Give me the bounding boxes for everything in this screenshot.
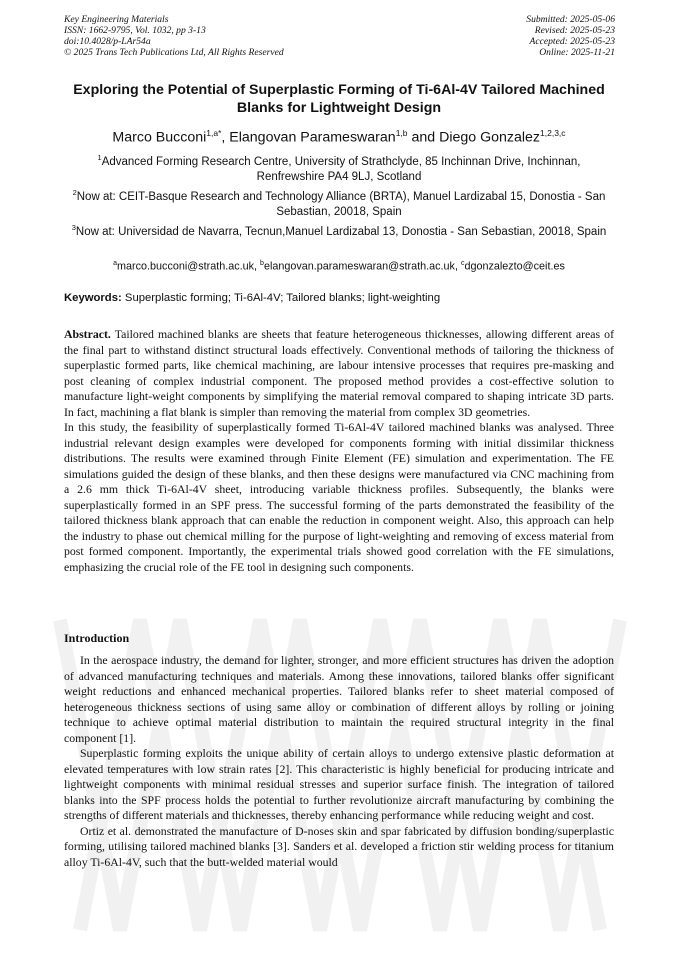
- abstract-text: Tailored machined blanks are sheets that feature heterogeneous thicknesses, allowing different areas of the final part to withstand distinct structural loads effectively. Conventional methods of tailoring the thickness of superplastic formed parts, like chemical machining, are labour intensive processes that requires pre-masking and post cleaning of complex industrial component. The proposed method provides a cost-effective solution to manufacture light-weight components by simplifying the material removal compared to shaping intricate 3D parts. In fact, machining a flat blank is simpler than removing the material from complex 3D geometries.: [64, 327, 614, 419]
- publication-dates: [526, 14, 615, 58]
- journal-info: [64, 14, 284, 58]
- affiliation-text: Now at: Universidad de Navarra, Tecnun,Manuel Lardizabal 13, Donostia - San Sebastian, 20018, Spain: [75, 225, 607, 238]
- author-affiliation-mark: 1,a*: [206, 128, 222, 138]
- affiliation-2: [64, 185, 614, 221]
- journal-issn: ISSN: 1662-9795, Vol. 1032, pp 3-13: [64, 25, 206, 36]
- date-online: Online: 2025-11-21: [539, 47, 615, 58]
- author-separator: ,: [221, 129, 230, 146]
- email-link[interactable]: dgonzalezto@ceit.es: [464, 260, 565, 273]
- email-link[interactable]: elangovan.parameswaran@strath.ac.uk,: [263, 260, 461, 273]
- journal-doi[interactable]: doi:10.4028/p-LAr54a: [64, 36, 151, 47]
- abstract-paragraph-2: In this study, the feasibility of superplastically formed Ti-6Al-4V tailored machined blanks was analysed. Three industrial relevant design examples were developed for components forming with initial dissimilar thickness distributions. The results were examined through Finite Element (FE) simulation and experimentation. The FE simulations guided the design of these blanks, and then these designs were manufactured via CNC machining from a 2.6 mm thick Ti-6Al-4V sheet, introducing variable thickness profiles. Subsequently, the blanks were superplastically formed in an SPF press. The successful forming of the parts demonstrated the feasibility of the tailored thickness blank approach that can enable the reduction in component weight. Also, this approach can help the industry to phase out chemical milling for the purpose of light-weighting and removing of excess material from post formed component. Importantly, the experimental trials showed good correlation with the FE simulations, emphasizing the crucial role of the FE tool in designing such components.: [64, 420, 614, 574]
- author-affiliation-mark: 1,b: [395, 128, 408, 138]
- email-mark: b: [260, 260, 264, 267]
- paper-title: Exploring the Potential of Superplastic Forming of Ti-6Al-4V Tailored Machined Blanks for Lightweight Design: [73, 82, 605, 116]
- keywords-text: Superplastic forming; Ti-6Al-4V; Tailored blanks; light-weighting: [121, 292, 441, 304]
- author-name: Marco Bucconi: [112, 129, 207, 146]
- intro-paragraph: Ortiz et al. demonstrated the manufacture of D-noses skin and spar fabricated by diffusion bonding/superplastic forming, utilising tailored machined blanks [3]. Sanders et al. developed a friction stir welding process for titanium alloy Ti-6Al-4V, such that the butt-welded material would: [64, 823, 614, 869]
- abstract-paragraph-1: [64, 327, 614, 420]
- date-revised: Revised: 2025-05-23: [534, 25, 615, 36]
- author-name: Diego Gonzalez: [439, 129, 541, 146]
- affiliation-text: Advanced Forming Research Centre, University of Strathclyde, 85 Inchinnan Drive, Inchinnan, Renfrewshire PA4 9LJ, Scotland: [101, 155, 581, 184]
- abstract-label: Abstract.: [64, 327, 111, 341]
- author-affiliation-mark: 1,2,3,c: [540, 128, 566, 138]
- email-mark: a: [113, 260, 118, 267]
- email-link[interactable]: marco.bucconi@strath.ac.uk,: [117, 260, 261, 273]
- affiliation-3: [64, 220, 614, 240]
- author-list: [64, 124, 614, 147]
- email-mark: c: [460, 260, 465, 267]
- date-accepted: Accepted: 2025-05-23: [529, 36, 615, 47]
- affiliation-1: [64, 150, 614, 186]
- date-submitted: Submitted: 2025-05-06: [526, 14, 615, 25]
- journal-copyright: © 2025 Trans Tech Publications Ltd, All Rights Reserved: [64, 47, 284, 58]
- affiliation-mark: 3: [71, 223, 76, 232]
- section-heading-introduction: Introduction: [64, 631, 130, 645]
- abstract: [64, 327, 614, 575]
- keywords: [64, 291, 614, 305]
- intro-paragraph: In the aerospace industry, the demand for lighter, stronger, and more efficient structures has driven the adoption of advanced manufacturing techniques and materials. Among these innovations, tailored blanks offer significant weight reductions and enhanced mechanical properties. Tailored blanks refer to sheet material composed of heterogeneous thickness sections of using same alloy or combination of different alloys by rolling or joining technique to achieve optimal material distribution to maintain the required structural integrity in the final component [1].: [64, 653, 614, 745]
- intro-paragraph: Superplastic forming exploits the unique ability of certain alloys to undergo extensive plastic deformation at elevated temperatures with low strain rates [2]. This characteristic is highly beneficial for producing intricate and lightweight components with minimal residual stresses and superior surface finish. The integration of tailored blanks into the SPF process holds the potential to further revolutionize aircraft manufacturing by combining the strengths of different materials and thicknesses, thereby enhancing performance while reducing weight and cost.: [64, 746, 614, 822]
- author-name: Elangovan Parameswaran: [229, 129, 396, 146]
- author-separator: and: [407, 129, 440, 146]
- affiliation-mark: 2: [72, 188, 77, 197]
- affiliation-mark: 1: [97, 153, 102, 162]
- affiliation-text: Now at: CEIT-Basque Research and Technology Alliance (BRTA), Manuel Lardizabal 15, Donostia - San Sebastian, 20018, Spain: [76, 190, 606, 219]
- keywords-label: Keywords:: [64, 292, 122, 304]
- author-emails: [64, 257, 614, 274]
- introduction-body: [64, 653, 614, 870]
- journal-name: Key Engineering Materials: [64, 14, 169, 25]
